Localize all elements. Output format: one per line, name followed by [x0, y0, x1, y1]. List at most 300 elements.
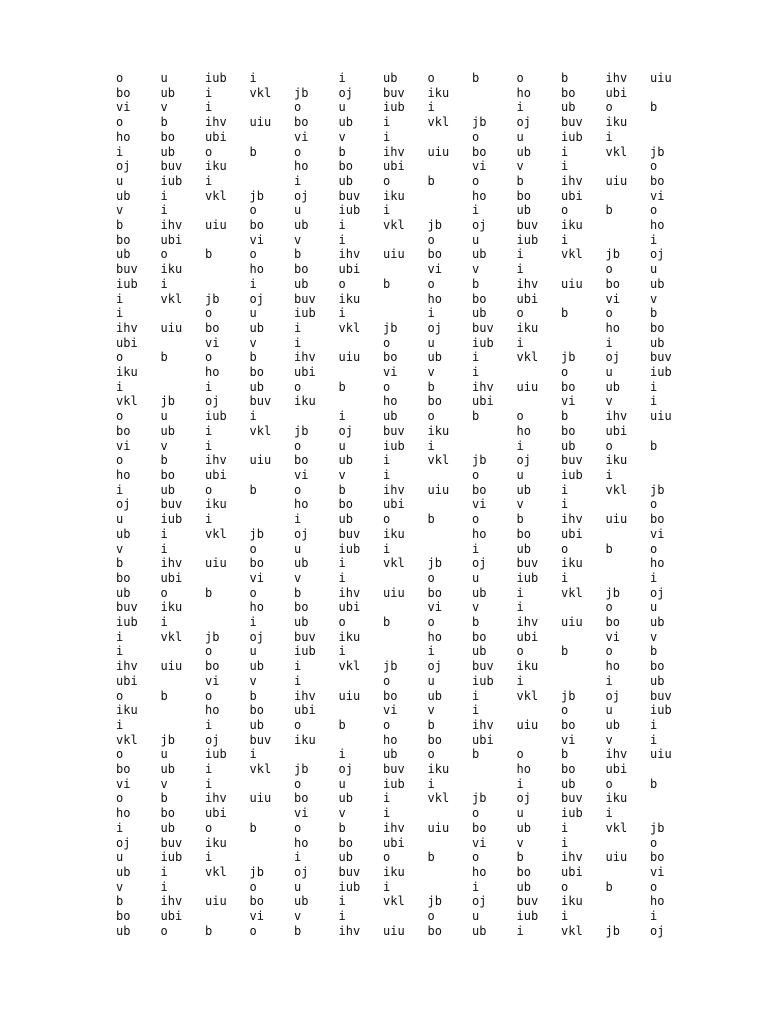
text-row — [116, 306, 695, 321]
text-row — [116, 350, 695, 365]
text-cell: i — [338, 218, 346, 233]
text-cell: o — [294, 379, 302, 394]
text-cell: iku — [338, 629, 361, 644]
text-cell: v — [472, 600, 480, 615]
text-cell: iub — [516, 232, 539, 247]
text-cell: b — [516, 173, 524, 188]
text-cell: i — [427, 306, 435, 321]
text-cell: ub — [160, 423, 175, 438]
text-cell: ub — [116, 923, 131, 938]
text-cell — [205, 600, 250, 615]
text-cell: i — [605, 673, 613, 688]
text-cell: ihv — [383, 820, 405, 835]
text-cell: vi — [205, 335, 220, 350]
text-cell: jb — [294, 762, 309, 777]
text-cell: i — [294, 320, 302, 335]
text-row — [116, 483, 695, 498]
text-cell: jb — [650, 144, 665, 159]
text-cell: ubi — [160, 909, 183, 924]
text-cell: iku — [605, 791, 628, 806]
text-cell: ihv — [383, 482, 405, 497]
text-cell: o — [116, 350, 124, 365]
text-cell: buv — [160, 835, 183, 850]
text-cell — [383, 233, 428, 248]
text-cell: v — [294, 232, 302, 247]
text-cell: i — [427, 438, 435, 453]
text-cell: ubi — [160, 232, 183, 247]
text-cell: ubi — [160, 570, 183, 585]
text-cell — [428, 189, 473, 204]
text-cell: o — [116, 71, 124, 85]
text-cell: uiu — [383, 247, 405, 262]
text-cell: bo — [472, 482, 487, 497]
text-cell: vi — [249, 232, 264, 247]
text-cell: iub — [160, 850, 183, 865]
text-cell: i — [383, 806, 391, 821]
text-row — [116, 718, 695, 733]
text-cell: buv — [383, 762, 405, 777]
text-cell: i — [205, 379, 213, 394]
text-cell: b — [472, 409, 480, 424]
text-cell: vi — [561, 732, 576, 747]
text-cell: o — [249, 541, 257, 556]
text-cell: i — [205, 850, 213, 865]
text-cell: ho — [650, 218, 665, 233]
text-cell: ubi — [383, 497, 405, 512]
text-cell: i — [160, 864, 168, 879]
text-cell: ub — [294, 218, 309, 233]
text-cell: o — [249, 923, 257, 938]
text-cell: ub — [472, 644, 487, 659]
text-row — [116, 703, 695, 718]
text-cell: bo — [427, 394, 442, 409]
text-row — [116, 336, 695, 351]
text-cell: b — [650, 306, 658, 321]
text-cell: vkl — [427, 791, 450, 806]
text-cell — [428, 159, 473, 174]
text-cell: b — [294, 923, 302, 938]
text-cell: b — [338, 482, 346, 497]
text-cell: bo — [116, 232, 131, 247]
text-cell: ub — [472, 306, 487, 321]
text-cell: v — [472, 262, 480, 277]
text-cell: i — [294, 173, 302, 188]
text-cell: b — [383, 276, 391, 291]
text-cell: v — [160, 100, 168, 115]
text-cell: jb — [160, 394, 175, 409]
text-cell: ubi — [205, 467, 227, 482]
text-cell: u — [516, 467, 524, 482]
text-cell: u — [605, 365, 613, 380]
text-cell — [339, 733, 384, 748]
text-cell: v — [338, 129, 346, 144]
text-cell: vi — [650, 188, 665, 203]
text-cell: o — [160, 923, 168, 938]
text-cell: o — [294, 144, 302, 159]
text-cell: o — [427, 570, 435, 585]
text-cell: i — [160, 615, 168, 630]
text-cell: u — [516, 129, 524, 144]
text-cell — [339, 336, 384, 351]
text-cell: vi — [116, 100, 131, 115]
text-cell — [250, 806, 295, 821]
text-cell — [294, 71, 339, 86]
text-cell: ub — [516, 879, 531, 894]
text-cell: ub — [294, 894, 309, 909]
text-cell: ub — [160, 85, 175, 100]
text-cell — [161, 644, 206, 659]
text-cell: b — [561, 71, 569, 85]
text-cell: ihv — [205, 115, 227, 130]
text-cell — [161, 365, 206, 380]
text-cell: buv — [561, 791, 583, 806]
text-cell: bo — [116, 85, 131, 100]
text-cell: v — [116, 203, 124, 218]
text-cell: ho — [516, 85, 531, 100]
text-row — [116, 894, 695, 909]
text-cell: uiu — [650, 409, 672, 424]
text-cell: b — [383, 615, 391, 630]
text-cell: o — [472, 512, 480, 527]
text-cell: oj — [516, 791, 531, 806]
text-cell: uiu — [605, 173, 628, 188]
text-cell: vkl — [249, 85, 272, 100]
text-cell: ubi — [294, 703, 316, 718]
text-grid-body — [116, 71, 695, 938]
text-cell: ub — [561, 776, 576, 791]
text-cell: i — [205, 717, 213, 732]
text-cell: o — [605, 100, 613, 115]
text-cell: vkl — [383, 556, 405, 571]
text-cell: ihv — [338, 923, 361, 938]
text-cell: o — [116, 409, 124, 424]
text-cell: uiu — [205, 556, 227, 571]
text-row — [116, 762, 695, 777]
text-cell: o — [383, 173, 391, 188]
text-cell — [250, 468, 295, 483]
text-cell: o — [516, 306, 524, 321]
text-cell — [561, 321, 606, 336]
text-cell: i — [605, 129, 613, 144]
text-cell: iub — [561, 806, 583, 821]
text-cell: i — [338, 570, 346, 585]
text-row — [116, 233, 695, 248]
text-cell: o — [516, 71, 524, 85]
text-cell: bo — [472, 629, 487, 644]
text-cell: jb — [383, 320, 398, 335]
text-row — [116, 453, 695, 468]
text-cell: ho — [650, 556, 665, 571]
text-cell: i — [383, 791, 391, 806]
text-cell: ihv — [605, 409, 628, 424]
text-cell: b — [472, 615, 480, 630]
text-cell: iku — [116, 703, 138, 718]
text-cell: ubi — [383, 835, 405, 850]
text-cell: buv — [650, 688, 672, 703]
text-cell: b — [605, 879, 613, 894]
text-cell: iub — [472, 673, 494, 688]
text-cell: i — [383, 203, 391, 218]
text-cell: o — [427, 409, 435, 424]
text-cell: o — [427, 909, 435, 924]
text-cell: o — [605, 306, 613, 321]
text-cell: vkl — [205, 188, 227, 203]
text-cell: oj — [516, 453, 531, 468]
text-cell: jb — [472, 453, 487, 468]
text-cell: v — [516, 497, 524, 512]
text-cell: iku — [427, 423, 450, 438]
text-cell: ihv — [383, 144, 405, 159]
text-cell: jb — [605, 247, 620, 262]
text-cell: ub — [294, 615, 309, 630]
text-cell: i — [383, 129, 391, 144]
text-cell: i — [472, 703, 480, 718]
text-cell: ub — [249, 320, 264, 335]
text-cell: i — [472, 688, 480, 703]
text-cell: u — [294, 203, 302, 218]
text-cell: b — [249, 350, 257, 365]
text-cell: iku — [605, 115, 628, 130]
text-cell: i — [383, 115, 391, 130]
text-cell: ub — [294, 276, 309, 291]
text-cell — [161, 380, 206, 395]
text-cell: buv — [116, 600, 138, 615]
text-cell: bo — [116, 423, 131, 438]
text-cell: iku — [383, 188, 405, 203]
text-cell: ubi — [561, 188, 583, 203]
text-cell: oj — [427, 320, 442, 335]
text-cell: iku — [294, 394, 316, 409]
text-cell: i — [294, 673, 302, 688]
text-cell: bo — [294, 115, 309, 130]
text-cell: i — [205, 512, 213, 527]
text-cell: o — [116, 688, 124, 703]
text-cell: i — [472, 541, 480, 556]
text-cell — [561, 292, 606, 307]
text-cell: o — [116, 453, 124, 468]
text-cell: ihv — [294, 688, 316, 703]
text-cell — [561, 600, 606, 615]
text-row — [116, 145, 695, 160]
text-row — [116, 630, 695, 645]
text-cell — [161, 703, 206, 718]
text-cell — [472, 777, 517, 792]
text-cell: o — [605, 600, 613, 615]
text-cell: ihv — [516, 615, 539, 630]
text-cell — [472, 100, 517, 115]
text-cell — [339, 365, 384, 380]
text-cell — [294, 409, 339, 424]
text-cell: buv — [650, 350, 672, 365]
text-cell: iub — [472, 335, 494, 350]
text-cell: oj — [338, 85, 353, 100]
text-cell: bo — [294, 453, 309, 468]
text-cell: o — [650, 879, 658, 894]
text-cell: u — [116, 850, 124, 865]
text-cell: uiu — [561, 615, 583, 630]
text-cell: o — [427, 71, 435, 85]
text-cell: uiu — [427, 820, 450, 835]
text-cell: o — [650, 497, 658, 512]
text-cell: ho — [650, 894, 665, 909]
text-cell: vkl — [427, 453, 450, 468]
text-cell: b — [338, 144, 346, 159]
text-cell: uiu — [205, 218, 227, 233]
text-cell: i — [160, 276, 168, 291]
text-cell: i — [561, 482, 569, 497]
text-cell: ub — [605, 717, 620, 732]
text-cell: ho — [516, 423, 531, 438]
text-cell: ho — [294, 159, 309, 174]
text-cell: iub — [650, 365, 672, 380]
text-cell: ubi — [116, 673, 138, 688]
text-cell: jb — [205, 629, 220, 644]
text-cell: ihv — [294, 350, 316, 365]
text-cell — [428, 836, 473, 851]
text-cell: b — [605, 541, 613, 556]
text-cell: ihv — [116, 659, 138, 674]
text-cell: u — [249, 644, 257, 659]
text-cell: ub — [338, 453, 353, 468]
text-cell: ho — [605, 659, 620, 674]
text-cell — [250, 777, 295, 792]
text-cell: i — [338, 747, 346, 762]
text-cell — [428, 542, 473, 557]
text-cell: iub — [205, 409, 227, 424]
text-cell: ihv — [561, 512, 583, 527]
text-cell: b — [205, 247, 213, 262]
text-cell: bo — [249, 556, 264, 571]
text-cell: bo — [516, 864, 531, 879]
text-row — [116, 674, 695, 689]
text-cell: vkl — [561, 923, 583, 938]
text-cell: i — [160, 526, 168, 541]
text-cell: i — [383, 541, 391, 556]
text-row — [116, 115, 695, 130]
text-cell: iku — [383, 864, 405, 879]
text-row — [116, 880, 695, 895]
text-cell: oj — [605, 350, 620, 365]
text-cell — [161, 718, 206, 733]
text-cell: u — [338, 438, 346, 453]
text-cell: vkl — [605, 482, 628, 497]
text-cell: ub — [338, 791, 353, 806]
text-cell: o — [472, 129, 480, 144]
text-cell: o — [427, 747, 435, 762]
text-cell: i — [561, 232, 569, 247]
text-row — [116, 189, 695, 204]
text-cell: bo — [472, 820, 487, 835]
text-cell: bo — [160, 129, 175, 144]
text-cell: v — [516, 835, 524, 850]
text-cell: i — [383, 879, 391, 894]
text-cell: o — [472, 467, 480, 482]
text-cell: u — [427, 673, 435, 688]
text-cell: jb — [294, 423, 309, 438]
text-cell: ub — [338, 115, 353, 130]
text-cell: i — [249, 276, 257, 291]
text-cell: o — [160, 247, 168, 262]
text-row — [116, 468, 695, 483]
text-cell — [250, 512, 295, 527]
text-cell: bo — [650, 173, 665, 188]
text-cell: vkl — [116, 732, 138, 747]
text-cell — [650, 130, 695, 145]
text-cell: o — [205, 644, 213, 659]
text-row — [116, 777, 695, 792]
text-cell — [606, 894, 651, 909]
text-cell: ubi — [338, 600, 361, 615]
text-cell: i — [249, 71, 257, 85]
text-row — [116, 394, 695, 409]
text-cell: i — [205, 762, 213, 777]
text-cell — [428, 806, 473, 821]
text-cell: vi — [605, 291, 620, 306]
text-cell: i — [605, 467, 613, 482]
text-cell: buv — [338, 864, 361, 879]
text-cell: iku — [383, 526, 405, 541]
text-cell: o — [650, 541, 658, 556]
text-cell: v — [249, 673, 257, 688]
text-cell: bo — [338, 159, 353, 174]
text-row — [116, 747, 695, 762]
text-cell: oj — [116, 497, 131, 512]
text-cell: ubi — [472, 732, 494, 747]
text-cell: ho — [116, 467, 131, 482]
text-cell: ho — [383, 394, 398, 409]
text-cell: bo — [294, 262, 309, 277]
text-cell: bo — [116, 570, 131, 585]
text-cell: vi — [249, 570, 264, 585]
text-cell — [650, 86, 695, 101]
text-cell: vi — [294, 129, 309, 144]
text-cell: u — [249, 306, 257, 321]
text-cell — [606, 218, 651, 233]
text-cell: i — [205, 438, 213, 453]
text-cell: ho — [516, 762, 531, 777]
text-cell: ho — [116, 806, 131, 821]
text-cell: i — [116, 820, 124, 835]
text-cell: iku — [205, 497, 227, 512]
text-cell: bo — [205, 320, 220, 335]
text-cell: ho — [383, 732, 398, 747]
text-cell: i — [516, 262, 524, 277]
text-cell: bo — [561, 762, 576, 777]
text-cell: oj — [294, 188, 309, 203]
text-grid — [116, 71, 695, 938]
text-cell: o — [294, 482, 302, 497]
text-cell — [517, 365, 562, 380]
text-cell: ub — [160, 820, 175, 835]
text-cell: bo — [427, 732, 442, 747]
text-cell: b — [338, 717, 346, 732]
text-cell: ub — [650, 673, 665, 688]
text-row — [116, 865, 695, 880]
text-cell: buv — [516, 894, 539, 909]
text-cell: iku — [605, 453, 628, 468]
text-cell: ihv — [472, 717, 494, 732]
text-cell: u — [294, 879, 302, 894]
text-cell: ub — [160, 762, 175, 777]
text-cell: ubi — [205, 806, 227, 821]
text-cell — [517, 733, 562, 748]
text-cell: bo — [427, 247, 442, 262]
text-cell — [339, 703, 384, 718]
text-cell — [606, 571, 651, 586]
text-cell: iub — [160, 173, 183, 188]
text-cell: jb — [650, 820, 665, 835]
text-cell — [205, 880, 250, 895]
